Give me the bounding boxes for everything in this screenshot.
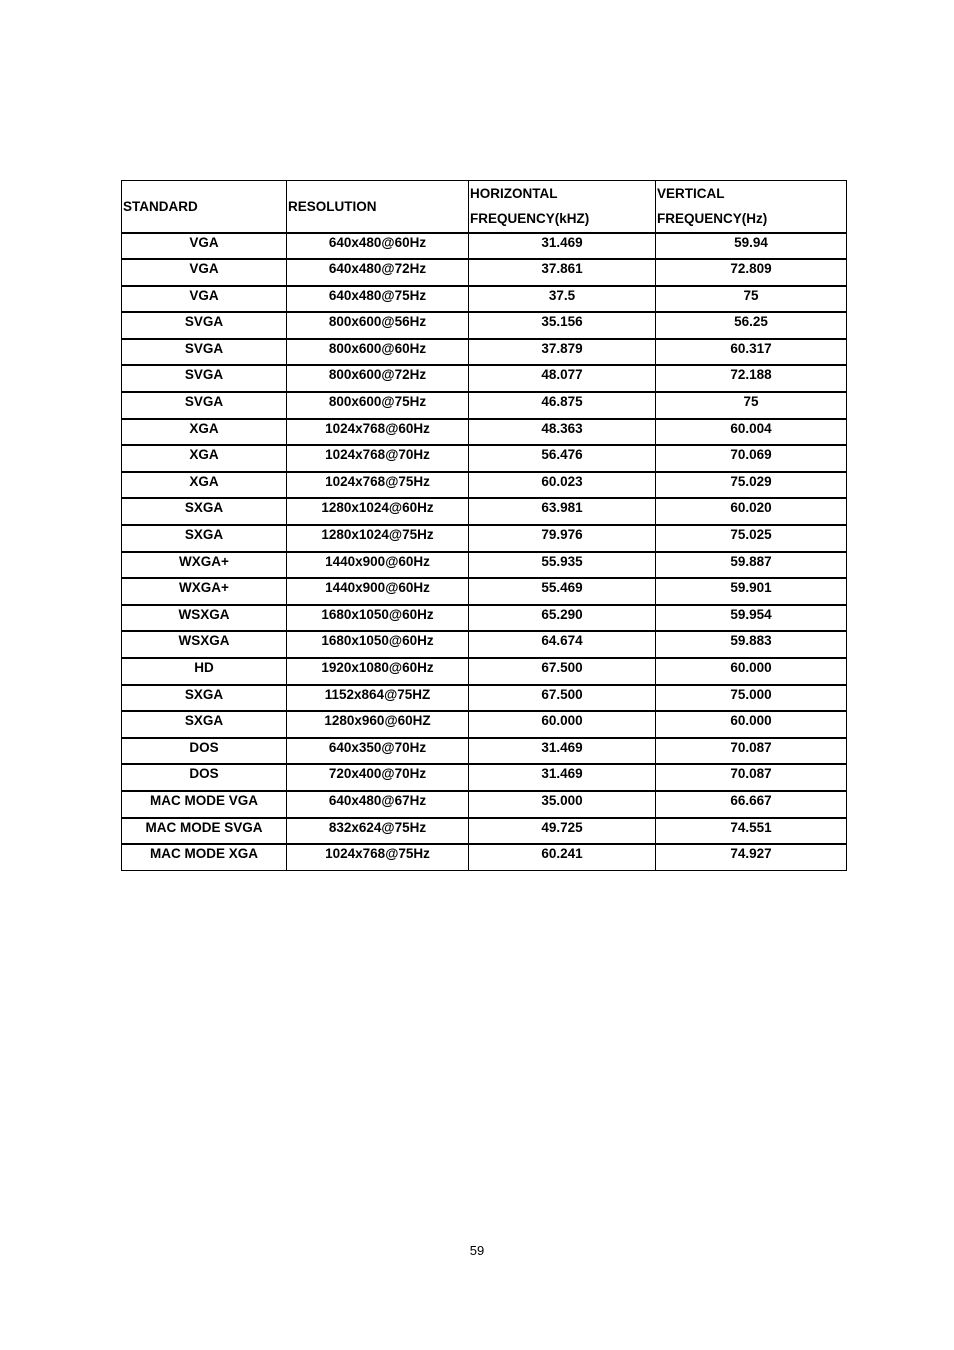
cell-resolution: 800x600@72Hz (287, 365, 469, 392)
cell-resolution: 800x600@60Hz (287, 339, 469, 366)
cell-vertical: 74.927 (656, 844, 847, 871)
cell-vertical: 60.020 (656, 498, 847, 525)
table-row (122, 605, 847, 632)
cell-horizontal: 55.935 (469, 552, 656, 579)
table-row (122, 738, 847, 765)
table-row (122, 498, 847, 525)
cell-resolution: 640x480@72Hz (287, 259, 469, 286)
page-number: 59 (469, 1243, 485, 1258)
cell-resolution: 1024x768@70Hz (287, 445, 469, 472)
cell-horizontal: 48.363 (469, 419, 656, 446)
cell-vertical: 74.551 (656, 818, 847, 845)
cell-standard: DOS (122, 764, 287, 791)
table-row (122, 472, 847, 499)
cell-standard: WXGA+ (122, 552, 287, 579)
header-standard-label: STANDARD (123, 198, 198, 214)
cell-standard: WXGA+ (122, 578, 287, 605)
table-row (122, 552, 847, 579)
cell-vertical: 75 (656, 286, 847, 313)
cell-resolution: 1440x900@60Hz (287, 578, 469, 605)
cell-horizontal: 67.500 (469, 685, 656, 712)
cell-standard: SXGA (122, 711, 287, 738)
cell-standard: MAC MODE SVGA (122, 818, 287, 845)
table-row (122, 658, 847, 685)
cell-horizontal: 60.000 (469, 711, 656, 738)
header-row (122, 181, 847, 233)
cell-vertical: 60.000 (656, 658, 847, 685)
table-row (122, 259, 847, 286)
table-row (122, 844, 847, 871)
cell-horizontal: 56.476 (469, 445, 656, 472)
cell-standard: SVGA (122, 365, 287, 392)
cell-horizontal: 37.861 (469, 259, 656, 286)
cell-vertical: 72.188 (656, 365, 847, 392)
cell-resolution: 640x480@75Hz (287, 286, 469, 313)
cell-horizontal: 79.976 (469, 525, 656, 552)
table-header (122, 181, 847, 233)
table-row (122, 578, 847, 605)
cell-resolution: 1024x768@60Hz (287, 419, 469, 446)
cell-standard: MAC MODE XGA (122, 844, 287, 871)
table-body (122, 233, 847, 871)
cell-standard: SXGA (122, 498, 287, 525)
cell-resolution: 1024x768@75Hz (287, 472, 469, 499)
cell-standard: WSXGA (122, 605, 287, 632)
cell-resolution: 640x480@67Hz (287, 791, 469, 818)
cell-horizontal: 35.000 (469, 791, 656, 818)
cell-horizontal: 31.469 (469, 738, 656, 765)
cell-standard: DOS (122, 738, 287, 765)
table-row (122, 312, 847, 339)
header-standard (122, 181, 287, 233)
cell-resolution: 720x400@70Hz (287, 764, 469, 791)
cell-standard: SXGA (122, 685, 287, 712)
cell-vertical: 70.087 (656, 764, 847, 791)
cell-vertical: 75.029 (656, 472, 847, 499)
cell-horizontal: 60.241 (469, 844, 656, 871)
cell-horizontal: 60.023 (469, 472, 656, 499)
cell-resolution: 1680x1050@60Hz (287, 605, 469, 632)
cell-horizontal: 35.156 (469, 312, 656, 339)
cell-standard: WSXGA (122, 631, 287, 658)
header-vertical-frequency (656, 181, 847, 233)
table-row (122, 711, 847, 738)
cell-resolution: 1680x1050@60Hz (287, 631, 469, 658)
table-row (122, 419, 847, 446)
cell-horizontal: 63.981 (469, 498, 656, 525)
table-row (122, 365, 847, 392)
cell-horizontal: 65.290 (469, 605, 656, 632)
table-row (122, 685, 847, 712)
cell-standard: SXGA (122, 525, 287, 552)
cell-resolution: 1440x900@60Hz (287, 552, 469, 579)
cell-vertical: 75.000 (656, 685, 847, 712)
header-horizontal-line2: FREQUENCY(kHZ) (470, 211, 590, 227)
cell-resolution: 1280x960@60HZ (287, 711, 469, 738)
cell-vertical: 59.883 (656, 631, 847, 658)
table-row (122, 392, 847, 419)
cell-vertical: 75.025 (656, 525, 847, 552)
header-resolution (287, 181, 469, 233)
cell-standard: VGA (122, 286, 287, 313)
cell-horizontal: 55.469 (469, 578, 656, 605)
cell-vertical: 72.809 (656, 259, 847, 286)
cell-horizontal: 46.875 (469, 392, 656, 419)
cell-standard: VGA (122, 259, 287, 286)
cell-standard: SVGA (122, 339, 287, 366)
table-row (122, 631, 847, 658)
cell-standard: SVGA (122, 392, 287, 419)
cell-horizontal: 37.879 (469, 339, 656, 366)
cell-vertical: 59.901 (656, 578, 847, 605)
cell-standard: HD (122, 658, 287, 685)
header-resolution-label: RESOLUTION (288, 198, 377, 214)
cell-vertical: 75 (656, 392, 847, 419)
cell-vertical: 60.317 (656, 339, 847, 366)
timing-mode-table (121, 180, 847, 871)
cell-horizontal: 48.077 (469, 365, 656, 392)
cell-vertical: 70.087 (656, 738, 847, 765)
cell-vertical: 60.000 (656, 711, 847, 738)
cell-horizontal: 37.5 (469, 286, 656, 313)
cell-resolution: 640x350@70Hz (287, 738, 469, 765)
cell-horizontal: 67.500 (469, 658, 656, 685)
cell-resolution: 1920x1080@60Hz (287, 658, 469, 685)
header-horizontal-line1: HORIZONTAL (470, 186, 558, 202)
cell-standard: MAC MODE VGA (122, 791, 287, 818)
header-vertical-line2: FREQUENCY(Hz) (657, 211, 768, 227)
cell-horizontal: 64.674 (469, 631, 656, 658)
table-row (122, 818, 847, 845)
cell-resolution: 1280x1024@75Hz (287, 525, 469, 552)
cell-resolution: 1024x768@75Hz (287, 844, 469, 871)
table-row (122, 764, 847, 791)
cell-resolution: 832x624@75Hz (287, 818, 469, 845)
cell-vertical: 56.25 (656, 312, 847, 339)
cell-standard: SVGA (122, 312, 287, 339)
table-row (122, 445, 847, 472)
cell-horizontal: 31.469 (469, 764, 656, 791)
cell-resolution: 1152x864@75HZ (287, 685, 469, 712)
table-row (122, 233, 847, 260)
cell-vertical: 60.004 (656, 419, 847, 446)
table-row (122, 339, 847, 366)
cell-resolution: 800x600@75Hz (287, 392, 469, 419)
cell-vertical: 66.667 (656, 791, 847, 818)
cell-horizontal: 49.725 (469, 818, 656, 845)
cell-resolution: 1280x1024@60Hz (287, 498, 469, 525)
cell-standard: XGA (122, 445, 287, 472)
cell-vertical: 70.069 (656, 445, 847, 472)
table-row (122, 286, 847, 313)
cell-standard: VGA (122, 233, 287, 260)
header-vertical-line1: VERTICAL (657, 186, 725, 202)
cell-vertical: 59.887 (656, 552, 847, 579)
header-horizontal-frequency (469, 181, 656, 233)
cell-standard: XGA (122, 472, 287, 499)
cell-resolution: 640x480@60Hz (287, 233, 469, 260)
cell-horizontal: 31.469 (469, 233, 656, 260)
cell-resolution: 800x600@56Hz (287, 312, 469, 339)
table-row (122, 525, 847, 552)
table-row (122, 791, 847, 818)
cell-vertical: 59.94 (656, 233, 847, 260)
cell-vertical: 59.954 (656, 605, 847, 632)
cell-standard: XGA (122, 419, 287, 446)
